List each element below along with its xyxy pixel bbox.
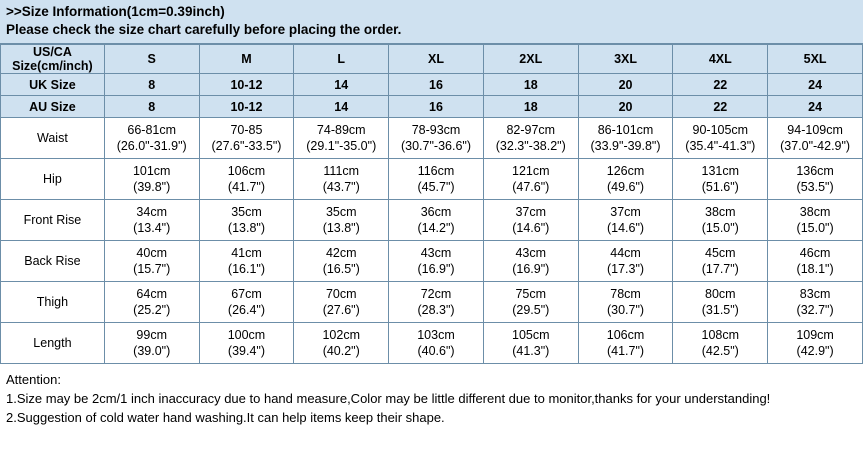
row-label-uk-size: UK Size — [1, 74, 105, 96]
length-l — [294, 323, 389, 364]
hip-m — [199, 159, 294, 200]
waist-s — [104, 118, 199, 159]
length-3xl — [578, 323, 673, 364]
back-rise-m — [199, 241, 294, 282]
hip-4xl-inch: (51.6") — [701, 180, 739, 194]
header-subtitle: Please check the size chart carefully before placing the order. — [6, 22, 402, 37]
front-rise-l — [294, 200, 389, 241]
length-l-inch: (40.2") — [322, 344, 360, 358]
waist-m-cm: 70-85 — [230, 123, 263, 137]
back-rise-s — [104, 241, 199, 282]
uk-size-5xl: 24 — [768, 74, 863, 96]
uk-size-xl: 16 — [389, 74, 484, 96]
hip-3xl-inch: (49.6") — [606, 180, 645, 194]
length-m-inch: (39.4") — [227, 344, 266, 358]
front-rise-5xl — [768, 200, 863, 241]
waist-5xl-cm: 94-109cm — [787, 123, 843, 137]
thigh-s-inch: (25.2") — [133, 303, 171, 317]
front-rise-2xl — [483, 200, 578, 241]
size-header-l: L — [294, 45, 389, 74]
back-rise-s-inch: (15.7") — [133, 262, 171, 276]
front-rise-3xl-inch: (14.6") — [606, 221, 645, 235]
front-rise-5xl-inch: (15.0") — [796, 221, 834, 235]
au-size-2xl: 18 — [483, 96, 578, 118]
au-size-m: 10-12 — [199, 96, 294, 118]
uk-size-l: 14 — [294, 74, 389, 96]
front-rise-xl — [389, 200, 484, 241]
length-2xl-inch: (41.3") — [512, 344, 550, 358]
waist-4xl — [673, 118, 768, 159]
length-4xl-inch: (42.5") — [701, 344, 739, 358]
waist-4xl-inch: (35.4"-41.3") — [685, 139, 756, 153]
hip-2xl-cm: 121cm — [512, 164, 550, 178]
thigh-4xl-cm: 80cm — [705, 287, 736, 301]
thigh-4xl — [673, 282, 768, 323]
size-header-s: S — [104, 45, 199, 74]
attention-note-2: 2.Suggestion of cold water hand washing.It can help items keep their shape. — [6, 410, 445, 425]
thigh-5xl — [768, 282, 863, 323]
front-rise-l-cm: 35cm — [325, 205, 357, 219]
thigh-3xl — [578, 282, 673, 323]
front-rise-s-inch: (13.4") — [133, 221, 171, 235]
length-5xl-inch: (42.9") — [796, 344, 834, 358]
back-rise-5xl-cm: 46cm — [799, 246, 831, 260]
au-size-5xl: 24 — [768, 96, 863, 118]
waist-xl-cm: 78-93cm — [411, 123, 461, 137]
front-rise-m-cm: 35cm — [231, 205, 262, 219]
uk-size-2xl: 18 — [483, 74, 578, 96]
front-rise-l-inch: (13.8") — [322, 221, 360, 235]
length-4xl-cm: 108cm — [701, 328, 740, 342]
back-rise-2xl — [483, 241, 578, 282]
thigh-2xl — [483, 282, 578, 323]
row-label-au-size: AU Size — [1, 96, 105, 118]
thigh-2xl-inch: (29.5") — [512, 303, 550, 317]
length-s — [104, 323, 199, 364]
corner-label-line1: US/CA — [32, 45, 72, 59]
hip-l-cm: 111cm — [323, 164, 360, 178]
hip-s-cm: 101cm — [132, 164, 171, 178]
back-rise-3xl — [578, 241, 673, 282]
back-rise-l-cm: 42cm — [325, 246, 357, 260]
length-m-cm: 100cm — [227, 328, 266, 342]
thigh-m-inch: (26.4") — [227, 303, 266, 317]
hip-5xl-inch: (53.5") — [796, 180, 834, 194]
size-header-2xl: 2XL — [483, 45, 578, 74]
au-size-xl: 16 — [389, 96, 484, 118]
hip-l — [294, 159, 389, 200]
uk-size-3xl: 20 — [578, 74, 673, 96]
length-5xl-cm: 109cm — [796, 328, 834, 342]
row-label-back-rise: Back Rise — [1, 241, 105, 282]
header-band — [0, 0, 863, 44]
au-size-l: 14 — [294, 96, 389, 118]
front-rise-3xl — [578, 200, 673, 241]
table-row-front-rise — [1, 200, 863, 241]
thigh-xl-cm: 72cm — [420, 287, 452, 301]
waist-l-inch: (29.1"-35.0") — [306, 139, 377, 153]
waist-3xl-inch: (33.9"-39.8") — [590, 139, 661, 153]
back-rise-xl-inch: (16.9") — [417, 262, 455, 276]
hip-xl-cm: 116cm — [417, 164, 455, 178]
waist-2xl-cm: 82-97cm — [506, 123, 556, 137]
waist-l — [294, 118, 389, 159]
size-header-5xl: 5XL — [768, 45, 863, 74]
front-rise-5xl-cm: 38cm — [799, 205, 831, 219]
length-2xl — [483, 323, 578, 364]
attention-title: Attention: — [6, 372, 61, 387]
table-row-waist — [1, 118, 863, 159]
row-label-hip: Hip — [1, 159, 105, 200]
front-rise-m — [199, 200, 294, 241]
table-row-thigh — [1, 282, 863, 323]
thigh-5xl-cm: 83cm — [799, 287, 831, 301]
uk-size-m: 10-12 — [199, 74, 294, 96]
back-rise-xl-cm: 43cm — [420, 246, 452, 260]
table-header-row — [1, 45, 863, 74]
waist-3xl-cm: 86-101cm — [597, 123, 654, 137]
size-header-m: M — [199, 45, 294, 74]
front-rise-xl-cm: 36cm — [420, 205, 452, 219]
hip-2xl — [483, 159, 578, 200]
waist-m-inch: (27.6"-33.5") — [211, 139, 282, 153]
back-rise-2xl-inch: (16.9") — [512, 262, 550, 276]
length-4xl — [673, 323, 768, 364]
hip-3xl-cm: 126cm — [606, 164, 645, 178]
row-label-thigh: Thigh — [1, 282, 105, 323]
hip-4xl — [673, 159, 768, 200]
waist-xl-inch: (30.7"-36.6") — [400, 139, 472, 153]
hip-s — [104, 159, 199, 200]
front-rise-m-inch: (13.8") — [227, 221, 266, 235]
back-rise-5xl — [768, 241, 863, 282]
front-rise-2xl-cm: 37cm — [515, 205, 547, 219]
length-2xl-cm: 105cm — [512, 328, 550, 342]
au-size-3xl: 20 — [578, 96, 673, 118]
corner-label-line2: Size(cm/inch) — [12, 59, 93, 73]
thigh-m — [199, 282, 294, 323]
table-row-length — [1, 323, 863, 364]
back-rise-2xl-cm: 43cm — [515, 246, 547, 260]
hip-4xl-cm: 131cm — [701, 164, 740, 178]
waist-s-inch: (26.0"-31.9") — [116, 139, 187, 153]
attention-block — [0, 364, 863, 427]
front-rise-xl-inch: (14.2") — [417, 221, 455, 235]
thigh-xl-inch: (28.3") — [417, 303, 455, 317]
length-m — [199, 323, 294, 364]
length-l-cm: 102cm — [322, 328, 360, 342]
thigh-s-cm: 64cm — [136, 287, 167, 301]
thigh-5xl-inch: (32.7") — [796, 303, 834, 317]
thigh-l-cm: 70cm — [325, 287, 357, 301]
front-rise-2xl-inch: (14.6") — [512, 221, 550, 235]
length-5xl — [768, 323, 863, 364]
table-row-uk-size — [1, 74, 863, 96]
hip-2xl-inch: (47.6") — [512, 180, 550, 194]
back-rise-4xl-cm: 45cm — [705, 246, 736, 260]
waist-l-cm: 74-89cm — [316, 123, 366, 137]
hip-l-inch: (43.7") — [322, 180, 360, 194]
length-3xl-cm: 106cm — [606, 328, 645, 342]
back-rise-4xl — [673, 241, 768, 282]
size-header-4xl: 4XL — [673, 45, 768, 74]
front-rise-4xl-inch: (15.0") — [701, 221, 739, 235]
size-header-3xl: 3XL — [578, 45, 673, 74]
front-rise-3xl-cm: 37cm — [610, 205, 641, 219]
waist-3xl — [578, 118, 673, 159]
front-rise-s — [104, 200, 199, 241]
size-table — [0, 44, 863, 364]
hip-xl — [389, 159, 484, 200]
waist-xl — [389, 118, 484, 159]
length-xl-cm: 103cm — [417, 328, 455, 342]
hip-5xl-cm: 136cm — [796, 164, 834, 178]
attention-note-1: 1.Size may be 2cm/1 inch inaccuracy due to hand measure,Color may be little different due to monitor,thanks for your understanding! — [6, 391, 771, 406]
thigh-l — [294, 282, 389, 323]
hip-5xl — [768, 159, 863, 200]
back-rise-xl — [389, 241, 484, 282]
back-rise-m-inch: (16.1") — [227, 262, 266, 276]
thigh-3xl-cm: 78cm — [610, 287, 641, 301]
table-row-back-rise — [1, 241, 863, 282]
au-size-s: 8 — [104, 96, 199, 118]
back-rise-l-inch: (16.5") — [322, 262, 360, 276]
length-xl-inch: (40.6") — [417, 344, 455, 358]
header-title: >>Size Information(1cm=0.39inch) — [6, 4, 225, 19]
front-rise-4xl — [673, 200, 768, 241]
front-rise-4xl-cm: 38cm — [705, 205, 736, 219]
thigh-l-inch: (27.6") — [322, 303, 360, 317]
front-rise-s-cm: 34cm — [136, 205, 167, 219]
back-rise-m-cm: 41cm — [231, 246, 262, 260]
hip-m-cm: 106cm — [227, 164, 266, 178]
table-row-au-size — [1, 96, 863, 118]
waist-5xl — [768, 118, 863, 159]
length-3xl-inch: (41.7") — [606, 344, 645, 358]
length-s-inch: (39.0") — [133, 344, 171, 358]
back-rise-l — [294, 241, 389, 282]
waist-5xl-inch: (37.0"-42.9") — [780, 139, 851, 153]
corner-label — [1, 45, 105, 74]
hip-3xl — [578, 159, 673, 200]
row-label-front-rise: Front Rise — [1, 200, 105, 241]
waist-4xl-cm: 90-105cm — [692, 123, 749, 137]
size-header-xl: XL — [389, 45, 484, 74]
waist-m — [199, 118, 294, 159]
waist-2xl-inch: (32.3"-38.2") — [495, 139, 566, 153]
au-size-4xl: 22 — [673, 96, 768, 118]
row-label-waist: Waist — [1, 118, 105, 159]
back-rise-4xl-inch: (17.7") — [701, 262, 739, 276]
back-rise-s-cm: 40cm — [136, 246, 167, 260]
hip-xl-inch: (45.7") — [417, 180, 455, 194]
thigh-xl — [389, 282, 484, 323]
uk-size-s: 8 — [104, 74, 199, 96]
length-xl — [389, 323, 484, 364]
waist-2xl — [483, 118, 578, 159]
thigh-s — [104, 282, 199, 323]
table-row-hip — [1, 159, 863, 200]
hip-s-inch: (39.8") — [133, 180, 171, 194]
waist-s-cm: 66-81cm — [127, 123, 177, 137]
thigh-2xl-cm: 75cm — [515, 287, 547, 301]
back-rise-3xl-inch: (17.3") — [606, 262, 645, 276]
row-label-length: Length — [1, 323, 105, 364]
length-s-cm: 99cm — [136, 328, 167, 342]
back-rise-5xl-inch: (18.1") — [796, 262, 834, 276]
back-rise-3xl-cm: 44cm — [610, 246, 641, 260]
hip-m-inch: (41.7") — [227, 180, 266, 194]
thigh-4xl-inch: (31.5") — [701, 303, 739, 317]
uk-size-4xl: 22 — [673, 74, 768, 96]
thigh-m-cm: 67cm — [231, 287, 262, 301]
thigh-3xl-inch: (30.7") — [606, 303, 645, 317]
